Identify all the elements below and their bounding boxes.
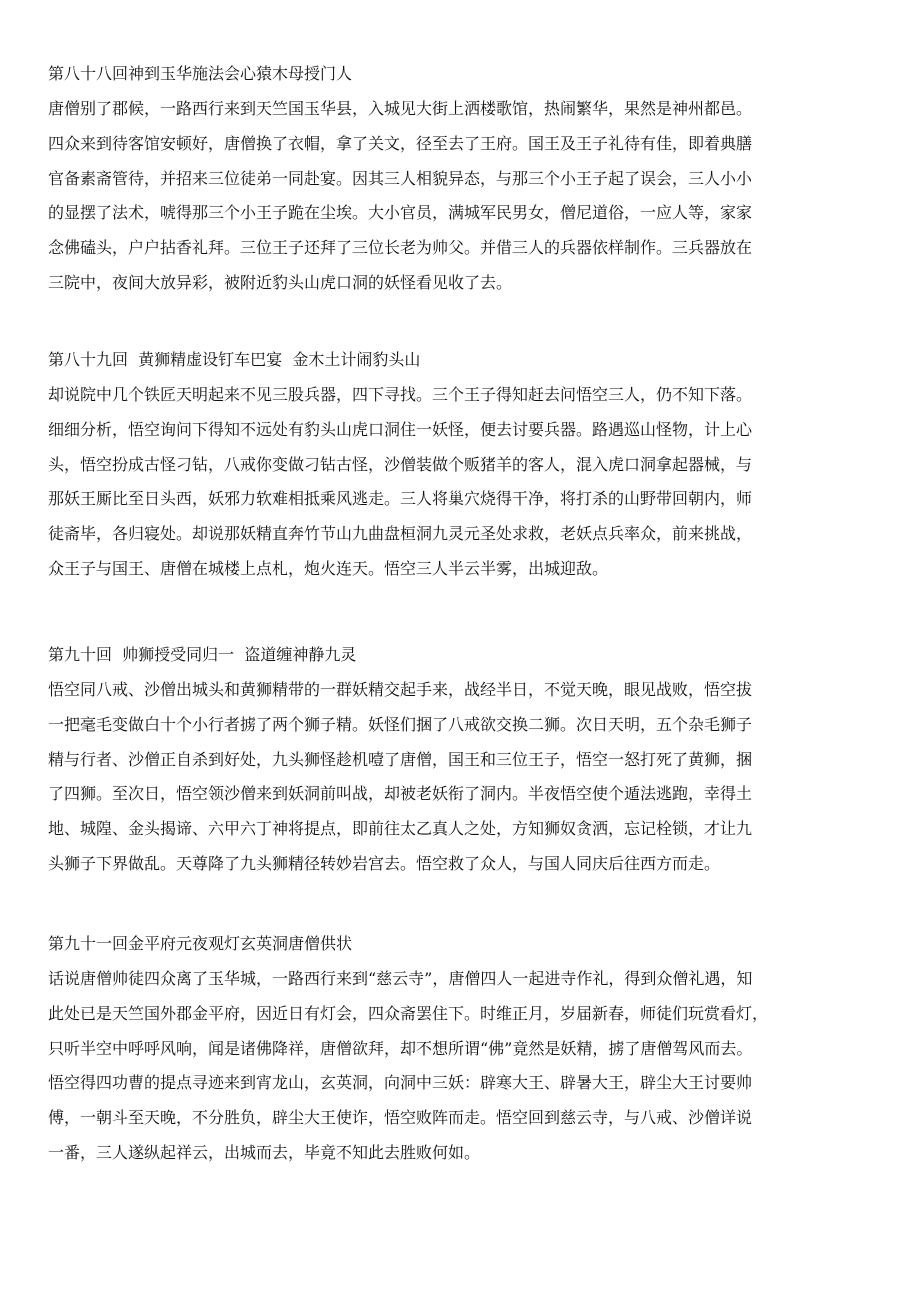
text-line: 头狮子下界做乱。天尊降了九头狮精径转妙岩宫去。悟空救了众人，与国人同庆后往西方而走。 <box>48 853 721 873</box>
text-line: 精与行者、沙僧正自杀到好处，九头狮怪趁机噎了唐僧，国王和三位王子，悟空一怒打死了黄狮，捆 <box>48 749 753 769</box>
text-line: 官备素斋管待，并招来三位徒弟一同赴宴。因其三人相貌异态，与那三个小王子起了误会，三人小小 <box>48 168 753 188</box>
text-line: 唐僧别了郡候，一路西行来到天竺国玉华县，入城见大街上洒楼歌馆，热闹繁华，果然是神州都邑。 <box>48 99 753 118</box>
text-line: 一把毫毛变做白十个小行者掳了两个狮子精。妖怪们捆了八戒欲交换二狮。次日天明，五个杂毛狮子 <box>48 714 753 734</box>
text-line: 傅，一朝斗至天晚，不分胜负，辟尘大王使诈，悟空败阵而走。悟空回到慈云寺，与八戒、沙僧详说 <box>48 1108 753 1128</box>
text-line: 了四狮。至次日，悟空领沙僧来到妖洞前叫战，却被老妖衔了洞内。半夜悟空使个遁法逃跑，幸得土 <box>48 784 753 804</box>
text-line: 地、城隍、金头揭谛、六甲六丁神将提点，即前往太乙真人之处，方知狮奴贪洒，忘记栓锁，才让九 <box>48 819 753 839</box>
text-line: 一番，三人遂纵起祥云，出城而去，毕竟不知此去胜败何如。 <box>48 1142 481 1162</box>
chapter-title: 第九十回 帅狮授受同归一 盗道缠神静九灵 <box>48 645 357 664</box>
text-line: 头，悟空扮成古怪刁钻，八戒你变做刁钻古怪，沙僧装做个贩猪羊的客人，混入虎口洞拿起器械，与 <box>48 454 753 474</box>
chapter-88 <box>48 62 796 301</box>
text-line: 四众来到待客馆安顿好，唐僧换了衣帽，拿了关文，径至去了王府。国王及王子礼待有佳，即着典膳 <box>48 133 753 153</box>
chapter-body <box>48 92 796 301</box>
chapter-90 <box>48 643 796 882</box>
text-line: 悟空得四功曹的提点寻迹来到宵龙山，玄英洞，向洞中三妖：辟寒大王、辟暑大王，辟尘大王讨要帅 <box>48 1073 753 1093</box>
chapter-body <box>48 962 796 1171</box>
chapter-title: 第九十一回金平府元夜观灯玄英洞唐僧供状 <box>48 934 353 953</box>
text-line: 徒斋毕，各归寝处。却说那妖精直奔竹节山九曲盘桓洞九灵元圣处求救，老妖点兵率众，前来挑战， <box>48 524 753 544</box>
text-line: 话说唐僧帅徒四众离了玉华城，一路西行来到“慈云寺”，唐僧四人一起进寺作礼，得到众僧礼遇，知 <box>48 969 753 988</box>
chapter-89 <box>48 348 796 587</box>
text-line: 只听半空中呼呼风响，闻是诸佛降祥，唐僧欲拜，却不想所谓“佛”竟然是妖精，掳了唐僧驾风而去。 <box>48 1038 753 1058</box>
text-line: 细细分析，悟空询问下得知不远处有豹头山虎口洞住一妖怪，便去讨要兵器。路遇巡山怪物，计上心 <box>48 419 753 439</box>
chapter-body <box>48 378 796 587</box>
text-line: 悟空同八戒、沙僧出城头和黄狮精带的一群妖精交起手来，战经半日，不觉天晚，眼见战败，悟空拔 <box>48 680 753 699</box>
chapter-title: 第八十八回神到玉华施法会心猿木母授门人 <box>48 64 353 83</box>
text-line: 此处已是天竺国外郡金平府，因近日有灯会，四众斋罢住下。时维正月，岁届新春，师徒们玩赏看灯， <box>48 1003 769 1023</box>
text-line: 众王子与国王、唐僧在城楼上点札，炮火连天。悟空三人半云半雾，出城迎敌。 <box>48 558 609 578</box>
chapter-91 <box>48 932 796 1171</box>
text-line: 三院中，夜间大放异彩，被附近豹头山虎口洞的妖怪看见收了去。 <box>48 272 513 292</box>
chapter-title: 第八十九回 黄狮精虚设钉车巴宴 金木土计闹豹头山 <box>48 350 421 369</box>
text-line: 念佛磕头，户户拈香礼拜。三位王子还拜了三位长老为帅父。并借三人的兵器依样制作。三兵器放在 <box>48 238 753 258</box>
text-line: 那妖王厮比至日头西，妖邪力软难相抵乘风逃走。三人将巢穴烧得干净，将打杀的山野带回朝内，师 <box>48 489 753 509</box>
chapter-body <box>48 673 796 882</box>
text-line: 却说院中几个铁匠天明起来不见三股兵器，四下寻找。三个王子得知赶去问悟空三人，仍不知下落。 <box>48 385 753 404</box>
text-line: 的显摆了法术，唬得那三个小王子跪在尘埃。大小官员，满城军民男女，僧尼道俗，一应人等，家家 <box>48 203 753 223</box>
